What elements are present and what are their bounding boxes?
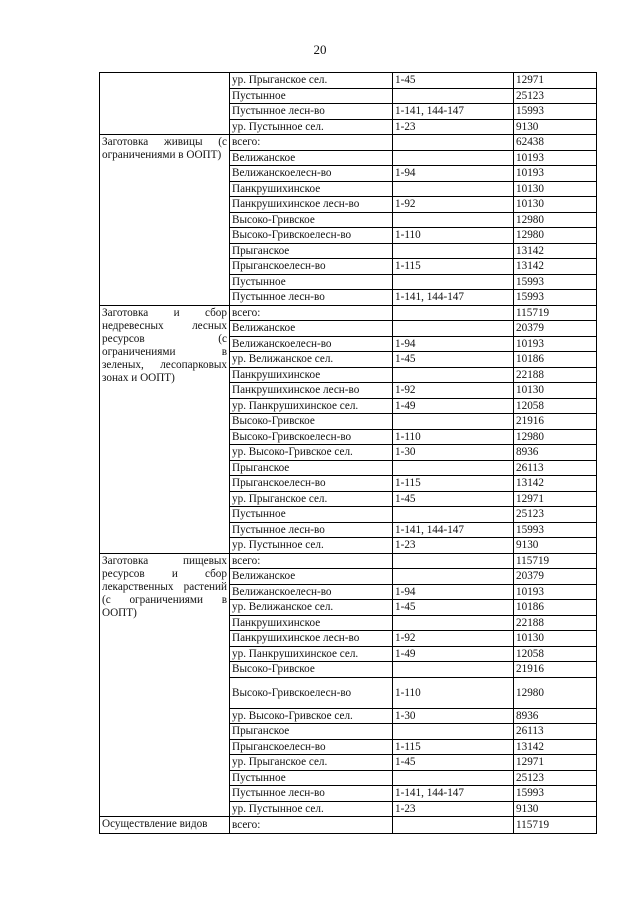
table-row (100, 817, 597, 834)
quarters-cell (393, 615, 514, 631)
forestry-name-cell: Пустынное лесн-во (230, 290, 393, 306)
forestry-name-cell: всего: (230, 553, 393, 569)
quarters-cell (393, 305, 514, 321)
area-cell: 9130 (514, 538, 597, 554)
quarters-cell: 1-49 (393, 646, 514, 662)
forestry-name-cell: ур. Высоко-Гривское сел. (230, 708, 393, 724)
forestry-name-cell: Пустынное лесн-во (230, 104, 393, 120)
quarters-cell: 1-30 (393, 708, 514, 724)
area-cell: 12058 (514, 646, 597, 662)
area-cell: 12980 (514, 212, 597, 228)
forestry-name-cell: Панкрушихинское лесн-во (230, 383, 393, 399)
quarters-cell (393, 274, 514, 290)
area-cell: 21916 (514, 414, 597, 430)
area-cell: 10193 (514, 336, 597, 352)
forestry-name-cell: ур. Панкрушихинское сел. (230, 398, 393, 414)
forestry-name-cell: Велижанскоелесн-во (230, 584, 393, 600)
area-cell: 10193 (514, 166, 597, 182)
forestry-name-cell: Пустынное (230, 88, 393, 104)
forestry-name-cell: Пустынное (230, 274, 393, 290)
forestry-name-cell: всего: (230, 305, 393, 321)
area-cell: 9130 (514, 119, 597, 135)
area-cell: 15993 (514, 104, 597, 120)
quarters-cell: 1-49 (393, 398, 514, 414)
quarters-cell (393, 569, 514, 585)
quarters-cell (393, 135, 514, 151)
area-cell: 15993 (514, 786, 597, 802)
area-cell: 12971 (514, 755, 597, 771)
area-cell: 15993 (514, 522, 597, 538)
forestry-name-cell: Пустынное лесн-во (230, 786, 393, 802)
area-cell: 26113 (514, 724, 597, 740)
area-cell: 12980 (514, 429, 597, 445)
activity-cell: Заготовка пищевых ресурсов и сбор лекарственных растений (с ограничениями в ООПТ) (100, 553, 230, 817)
area-cell: 9130 (514, 801, 597, 817)
area-cell: 15993 (514, 274, 597, 290)
quarters-cell (393, 507, 514, 523)
area-cell: 25123 (514, 770, 597, 786)
area-cell: 10186 (514, 600, 597, 616)
quarters-cell: 1-110 (393, 429, 514, 445)
forestry-name-cell: ур. Высоко-Гривское сел. (230, 445, 393, 461)
forestry-name-cell: Пустынное лесн-во (230, 522, 393, 538)
table-row (100, 305, 597, 321)
area-cell: 8936 (514, 708, 597, 724)
forestry-name-cell: Панкрушихинское (230, 181, 393, 197)
area-cell: 13142 (514, 476, 597, 492)
quarters-cell: 1-115 (393, 476, 514, 492)
area-cell: 10130 (514, 197, 597, 213)
area-cell: 25123 (514, 507, 597, 523)
quarters-cell (393, 662, 514, 678)
forestry-name-cell: Высоко-Гривское (230, 662, 393, 678)
forestry-name-cell: Велижанскоелесн-во (230, 166, 393, 182)
forestry-name-cell: ур. Пустынное сел. (230, 538, 393, 554)
quarters-cell (393, 817, 514, 834)
forestry-name-cell: Высоко-Гривскоелесн-во (230, 677, 393, 708)
area-cell: 12971 (514, 73, 597, 89)
quarters-cell: 1-45 (393, 755, 514, 771)
quarters-cell: 1-23 (393, 538, 514, 554)
area-cell: 12971 (514, 491, 597, 507)
quarters-cell: 1-23 (393, 801, 514, 817)
quarters-cell: 1-94 (393, 166, 514, 182)
table-row (100, 73, 597, 89)
quarters-cell: 1-45 (393, 491, 514, 507)
area-cell: 12980 (514, 228, 597, 244)
quarters-cell: 1-141, 144-147 (393, 104, 514, 120)
forestry-name-cell: ур. Прыганское сел. (230, 491, 393, 507)
area-cell: 10130 (514, 631, 597, 647)
activity-cell: Осуществление видов (100, 817, 230, 834)
activity-cell (100, 73, 230, 135)
forestry-name-cell: Панкрушихинское (230, 615, 393, 631)
quarters-cell: 1-45 (393, 352, 514, 368)
quarters-cell: 1-115 (393, 259, 514, 275)
quarters-cell: 1-92 (393, 197, 514, 213)
area-cell: 20379 (514, 569, 597, 585)
forestry-name-cell: Прыганское (230, 724, 393, 740)
forestry-name-cell: Панкрушихинское лесн-во (230, 631, 393, 647)
area-cell: 26113 (514, 460, 597, 476)
quarters-cell: 1-92 (393, 631, 514, 647)
forestry-name-cell: Высоко-Гривское (230, 212, 393, 228)
area-cell: 115719 (514, 817, 597, 834)
quarters-cell (393, 414, 514, 430)
forestry-name-cell: ур. Велижанское сел. (230, 352, 393, 368)
forestry-name-cell: ур. Панкрушихинское сел. (230, 646, 393, 662)
area-cell: 13142 (514, 259, 597, 275)
quarters-cell (393, 243, 514, 259)
forestry-name-cell: Прыганскоелесн-во (230, 476, 393, 492)
forestry-name-cell: Прыганскоелесн-во (230, 259, 393, 275)
area-cell: 62438 (514, 135, 597, 151)
table-row (100, 135, 597, 151)
area-cell: 12058 (514, 398, 597, 414)
area-cell: 10130 (514, 181, 597, 197)
quarters-cell: 1-110 (393, 228, 514, 244)
quarters-cell (393, 460, 514, 476)
quarters-cell: 1-141, 144-147 (393, 786, 514, 802)
forestry-name-cell: ур. Пустынное сел. (230, 119, 393, 135)
quarters-cell: 1-45 (393, 73, 514, 89)
quarters-cell (393, 150, 514, 166)
page-number: 20 (313, 42, 327, 57)
quarters-cell (393, 367, 514, 383)
quarters-cell (393, 321, 514, 337)
forestry-name-cell: Прыганское (230, 243, 393, 259)
activity-cell: Заготовка и сбор недревесных лесных ресурсов (с ограничениями в зеленых, лесопарковых зонах и ООПТ) (100, 305, 230, 553)
area-cell: 10186 (514, 352, 597, 368)
forestry-name-cell: Панкрушихинское (230, 367, 393, 383)
forestry-name-cell: Панкрушихинское лесн-во (230, 197, 393, 213)
quarters-cell: 1-141, 144-147 (393, 522, 514, 538)
area-cell: 10193 (514, 584, 597, 600)
forestry-name-cell: ур. Велижанское сел. (230, 600, 393, 616)
quarters-cell (393, 88, 514, 104)
area-cell: 22188 (514, 615, 597, 631)
activity-cell: Заготовка живицы (с ограничениями в ООПТ) (100, 135, 230, 306)
quarters-cell: 1-92 (393, 383, 514, 399)
quarters-cell (393, 553, 514, 569)
forestry-name-cell: всего: (230, 817, 393, 834)
area-cell: 12980 (514, 677, 597, 708)
forestry-name-cell: Прыганское (230, 460, 393, 476)
quarters-cell: 1-94 (393, 584, 514, 600)
area-cell: 115719 (514, 305, 597, 321)
quarters-cell (393, 212, 514, 228)
area-cell: 22188 (514, 367, 597, 383)
quarters-cell: 1-94 (393, 336, 514, 352)
forestry-name-cell: Высоко-Гривское (230, 414, 393, 430)
quarters-cell (393, 181, 514, 197)
quarters-cell: 1-30 (393, 445, 514, 461)
forestry-name-cell: Велижанскоелесн-во (230, 336, 393, 352)
area-cell: 10193 (514, 150, 597, 166)
area-cell: 20379 (514, 321, 597, 337)
quarters-cell (393, 770, 514, 786)
forestry-name-cell: Прыганскоелесн-во (230, 739, 393, 755)
forestry-name-cell: Пустынное (230, 770, 393, 786)
quarters-cell (393, 724, 514, 740)
quarters-cell: 1-110 (393, 677, 514, 708)
area-cell: 21916 (514, 662, 597, 678)
forest-use-table (99, 72, 597, 834)
forestry-name-cell: Велижанское (230, 321, 393, 337)
area-cell: 13142 (514, 243, 597, 259)
forestry-name-cell: ур. Пустынное сел. (230, 801, 393, 817)
forestry-name-cell: Высоко-Гривскоелесн-во (230, 429, 393, 445)
forestry-name-cell: Велижанское (230, 150, 393, 166)
area-cell: 15993 (514, 290, 597, 306)
forestry-name-cell: ур. Прыганское сел. (230, 73, 393, 89)
area-cell: 10130 (514, 383, 597, 399)
forestry-name-cell: всего: (230, 135, 393, 151)
area-cell: 13142 (514, 739, 597, 755)
quarters-cell: 1-45 (393, 600, 514, 616)
table-row (100, 553, 597, 569)
quarters-cell: 1-23 (393, 119, 514, 135)
forestry-name-cell: Велижанское (230, 569, 393, 585)
area-cell: 8936 (514, 445, 597, 461)
area-cell: 115719 (514, 553, 597, 569)
quarters-cell: 1-115 (393, 739, 514, 755)
quarters-cell: 1-141, 144-147 (393, 290, 514, 306)
forestry-name-cell: ур. Прыганское сел. (230, 755, 393, 771)
forestry-name-cell: Пустынное (230, 507, 393, 523)
area-cell: 25123 (514, 88, 597, 104)
forestry-name-cell: Высоко-Гривскоелесн-во (230, 228, 393, 244)
